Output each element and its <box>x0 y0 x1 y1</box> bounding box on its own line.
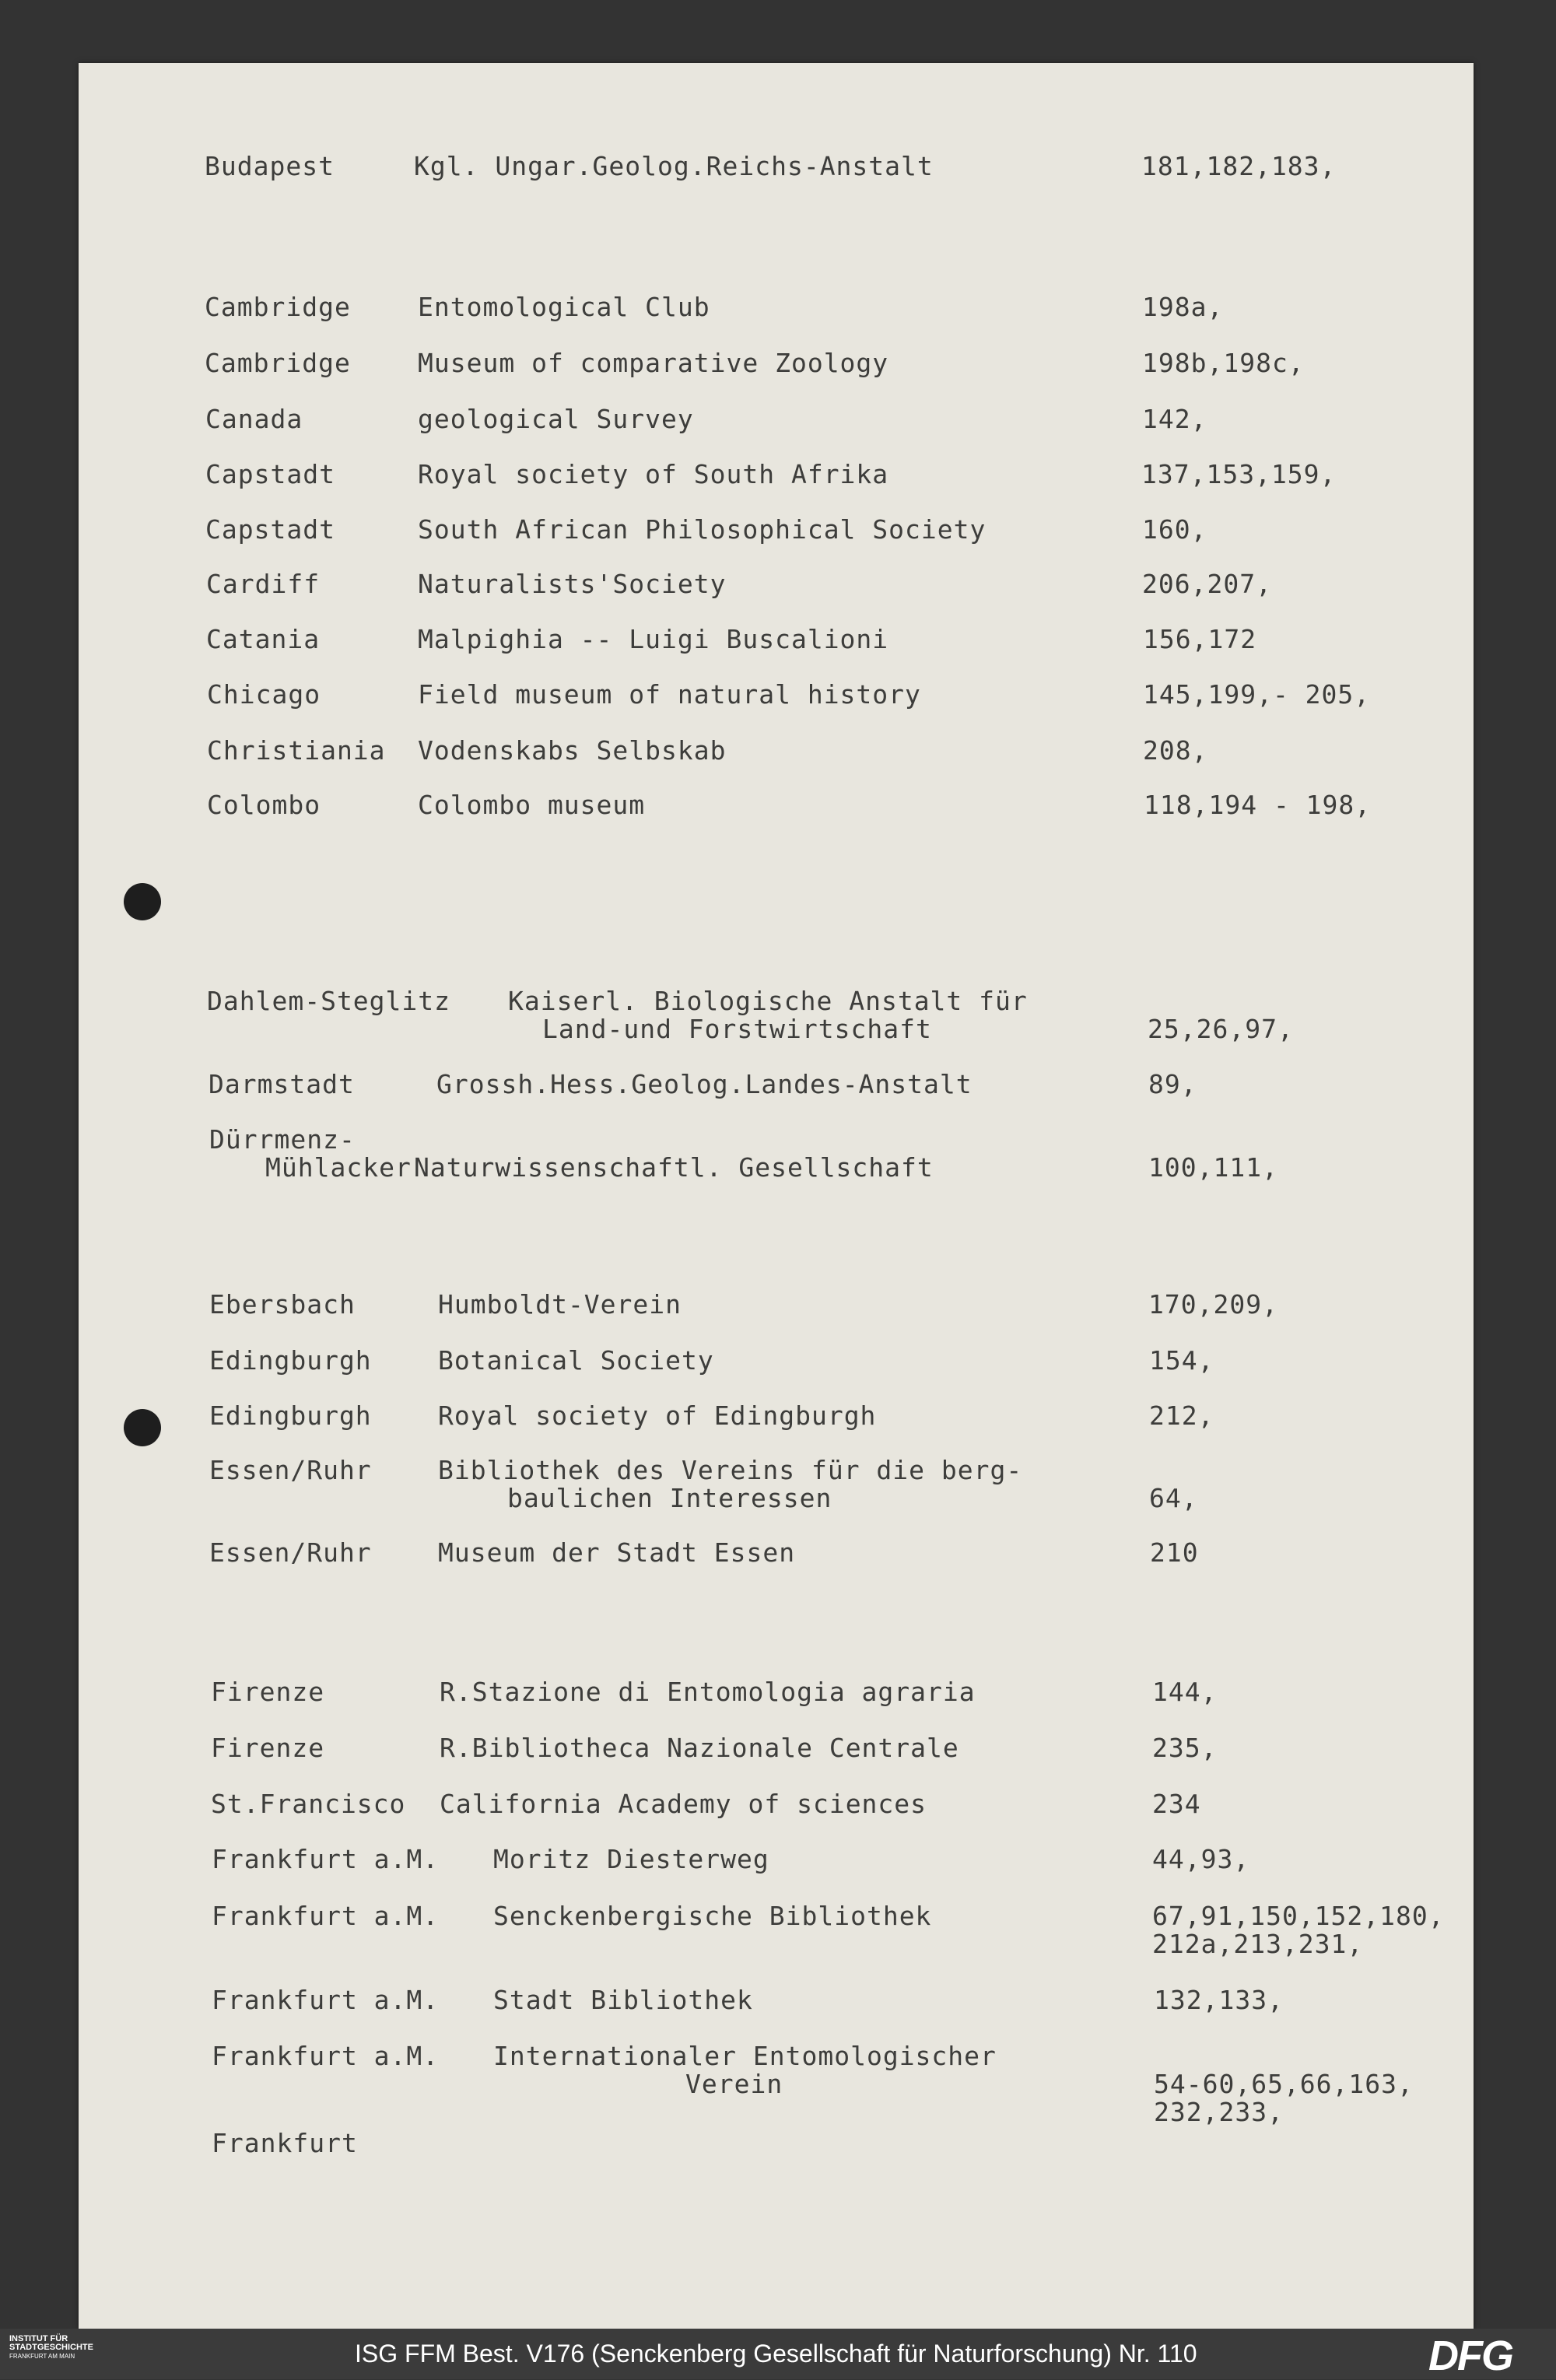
punch-hole <box>124 883 161 920</box>
page-numbers: 181,182,183, <box>1141 151 1337 181</box>
page-numbers: 25,26,97, <box>1148 1014 1294 1044</box>
institution-name: Moritz Diesterweg <box>493 1844 769 1874</box>
institution-name: Stadt Bibliothek <box>493 1985 753 2015</box>
city-name: Firenze <box>211 1733 325 1763</box>
institution-name: Botanical Society <box>438 1345 714 1376</box>
city-name: Capstadt <box>205 459 335 489</box>
punch-hole <box>124 1409 161 1446</box>
page-numbers: 67,91,150,152,180, <box>1152 1901 1445 1931</box>
page-numbers: 198b,198c, <box>1142 348 1305 378</box>
institution-name: Field museum of natural history <box>418 679 921 710</box>
page-numbers: 64, <box>1149 1483 1198 1513</box>
institute-logo <box>9 2335 93 2361</box>
city-name: Dahlem-Steglitz <box>207 986 451 1016</box>
page-numbers: 235, <box>1152 1733 1218 1763</box>
city-name: Catania <box>206 624 321 654</box>
city-name: Capstadt <box>205 514 335 545</box>
institution-name: Royal society of Edingburgh <box>438 1400 877 1431</box>
page-numbers: 142, <box>1142 404 1207 434</box>
city-name: Canada <box>205 404 303 434</box>
page-numbers: 89, <box>1148 1069 1197 1099</box>
institution-name: Museum of comparative Zoology <box>418 348 889 378</box>
page-numbers: 210 <box>1150 1537 1199 1568</box>
city-name: Frankfurt <box>212 2128 358 2158</box>
page-numbers: 44,93, <box>1152 1844 1250 1874</box>
city-name: Frankfurt a.M. <box>212 2041 440 2071</box>
institution-name: Kgl. Ungar.Geolog.Reichs-Anstalt <box>414 151 934 181</box>
city-name: Darmstadt <box>209 1069 355 1099</box>
city-name: Essen/Ruhr <box>209 1455 372 1485</box>
city-name: Frankfurt a.M. <box>212 1844 440 1874</box>
institution-name: Kaiserl. Biologische Anstalt für <box>508 986 1028 1016</box>
institution-name: Naturwissenschaftl. Gesellschaft <box>414 1152 934 1183</box>
logo-line: FRANKFURT AM MAIN <box>9 2353 75 2360</box>
page-numbers: 132,133, <box>1154 1985 1284 2015</box>
institution-name: R.Stazione di Entomologia agraria <box>440 1677 976 1707</box>
institution-name: Entomological Club <box>418 292 710 322</box>
city-name: Dürrmenz- <box>209 1124 356 1155</box>
institution-name: South African Philosophical Society <box>418 514 987 545</box>
institution-name: Internationaler Entomologischer <box>493 2041 997 2071</box>
city-name: Edingburgh <box>209 1400 372 1431</box>
page-numbers: 118,194 - 198, <box>1144 790 1372 820</box>
page-numbers: 144, <box>1152 1677 1218 1707</box>
institution-name: Vodenskabs Selbskab <box>418 735 727 766</box>
city-name: Firenze <box>211 1677 325 1707</box>
institution-name: Land-und Forstwirtschaft <box>542 1014 932 1044</box>
city-name: Ebersbach <box>209 1289 356 1320</box>
institution-name: Naturalists'Society <box>418 569 727 599</box>
city-name: Frankfurt a.M. <box>212 1901 440 1931</box>
institution-name: Royal society of South Afrika <box>418 459 889 489</box>
institution-name: Museum der Stadt Essen <box>438 1537 796 1568</box>
page-numbers: 54-60,65,66,163, <box>1154 2069 1414 2099</box>
page-numbers: 160, <box>1142 514 1207 545</box>
city-name: Chicago <box>207 679 321 710</box>
institution-name: R.Bibliotheca Nazionale Centrale <box>440 1733 959 1763</box>
page-numbers: 206,207, <box>1142 569 1272 599</box>
institution-name: baulichen Interessen <box>507 1483 832 1513</box>
page-numbers: 170,209, <box>1148 1289 1278 1320</box>
city-name: Cardiff <box>206 569 321 599</box>
institution-name: Senckenbergische Bibliothek <box>493 1901 932 1931</box>
city-name: Christiania <box>207 735 386 766</box>
institution-name: geological Survey <box>418 404 694 434</box>
archive-caption: ISG FFM Best. V176 (Senckenberg Gesellschaft für Naturforschung) Nr. 110 <box>355 2340 1197 2368</box>
city-name: Edingburgh <box>209 1345 372 1376</box>
page-numbers: 137,153,159, <box>1141 459 1337 489</box>
page-numbers: 212, <box>1149 1400 1214 1431</box>
city-name: Mühlacker <box>265 1152 412 1183</box>
city-name: Colombo <box>207 790 321 820</box>
page-numbers: 234 <box>1152 1789 1201 1819</box>
dfg-logo: DFG <box>1428 2333 1512 2379</box>
city-name: Cambridge <box>205 292 351 322</box>
city-name: Budapest <box>205 151 335 181</box>
document-page <box>79 63 1474 2329</box>
city-name: Essen/Ruhr <box>209 1537 372 1568</box>
city-name: St.Francisco <box>211 1789 406 1819</box>
page-numbers: 212a,213,231, <box>1152 1929 1364 1959</box>
page-numbers: 100,111, <box>1148 1152 1278 1183</box>
institution-name: Bibliothek des Vereins für die berg- <box>438 1455 1023 1485</box>
footer-bar <box>0 2329 1556 2379</box>
page-numbers: 198a, <box>1142 292 1224 322</box>
page-numbers: 208, <box>1143 735 1208 766</box>
logo-line: STADTGESCHICHTE <box>9 2343 93 2352</box>
page-numbers: 232,233, <box>1154 2097 1284 2127</box>
institution-name: Grossh.Hess.Geolog.Landes-Anstalt <box>436 1069 972 1099</box>
page-numbers: 156,172 <box>1143 624 1257 654</box>
logo-line: INSTITUT FÜR <box>9 2334 68 2343</box>
institution-name: California Academy of sciences <box>440 1789 927 1819</box>
institution-name: Humboldt-Verein <box>438 1289 682 1320</box>
institution-name: Malpighia -- Luigi Buscalioni <box>418 624 889 654</box>
city-name: Frankfurt a.M. <box>212 1985 440 2015</box>
page-numbers: 154, <box>1149 1345 1214 1376</box>
institution-name: Colombo museum <box>418 790 646 820</box>
institution-name: Verein <box>685 2069 783 2099</box>
city-name: Cambridge <box>205 348 351 378</box>
page-numbers: 145,199,- 205, <box>1143 679 1371 710</box>
